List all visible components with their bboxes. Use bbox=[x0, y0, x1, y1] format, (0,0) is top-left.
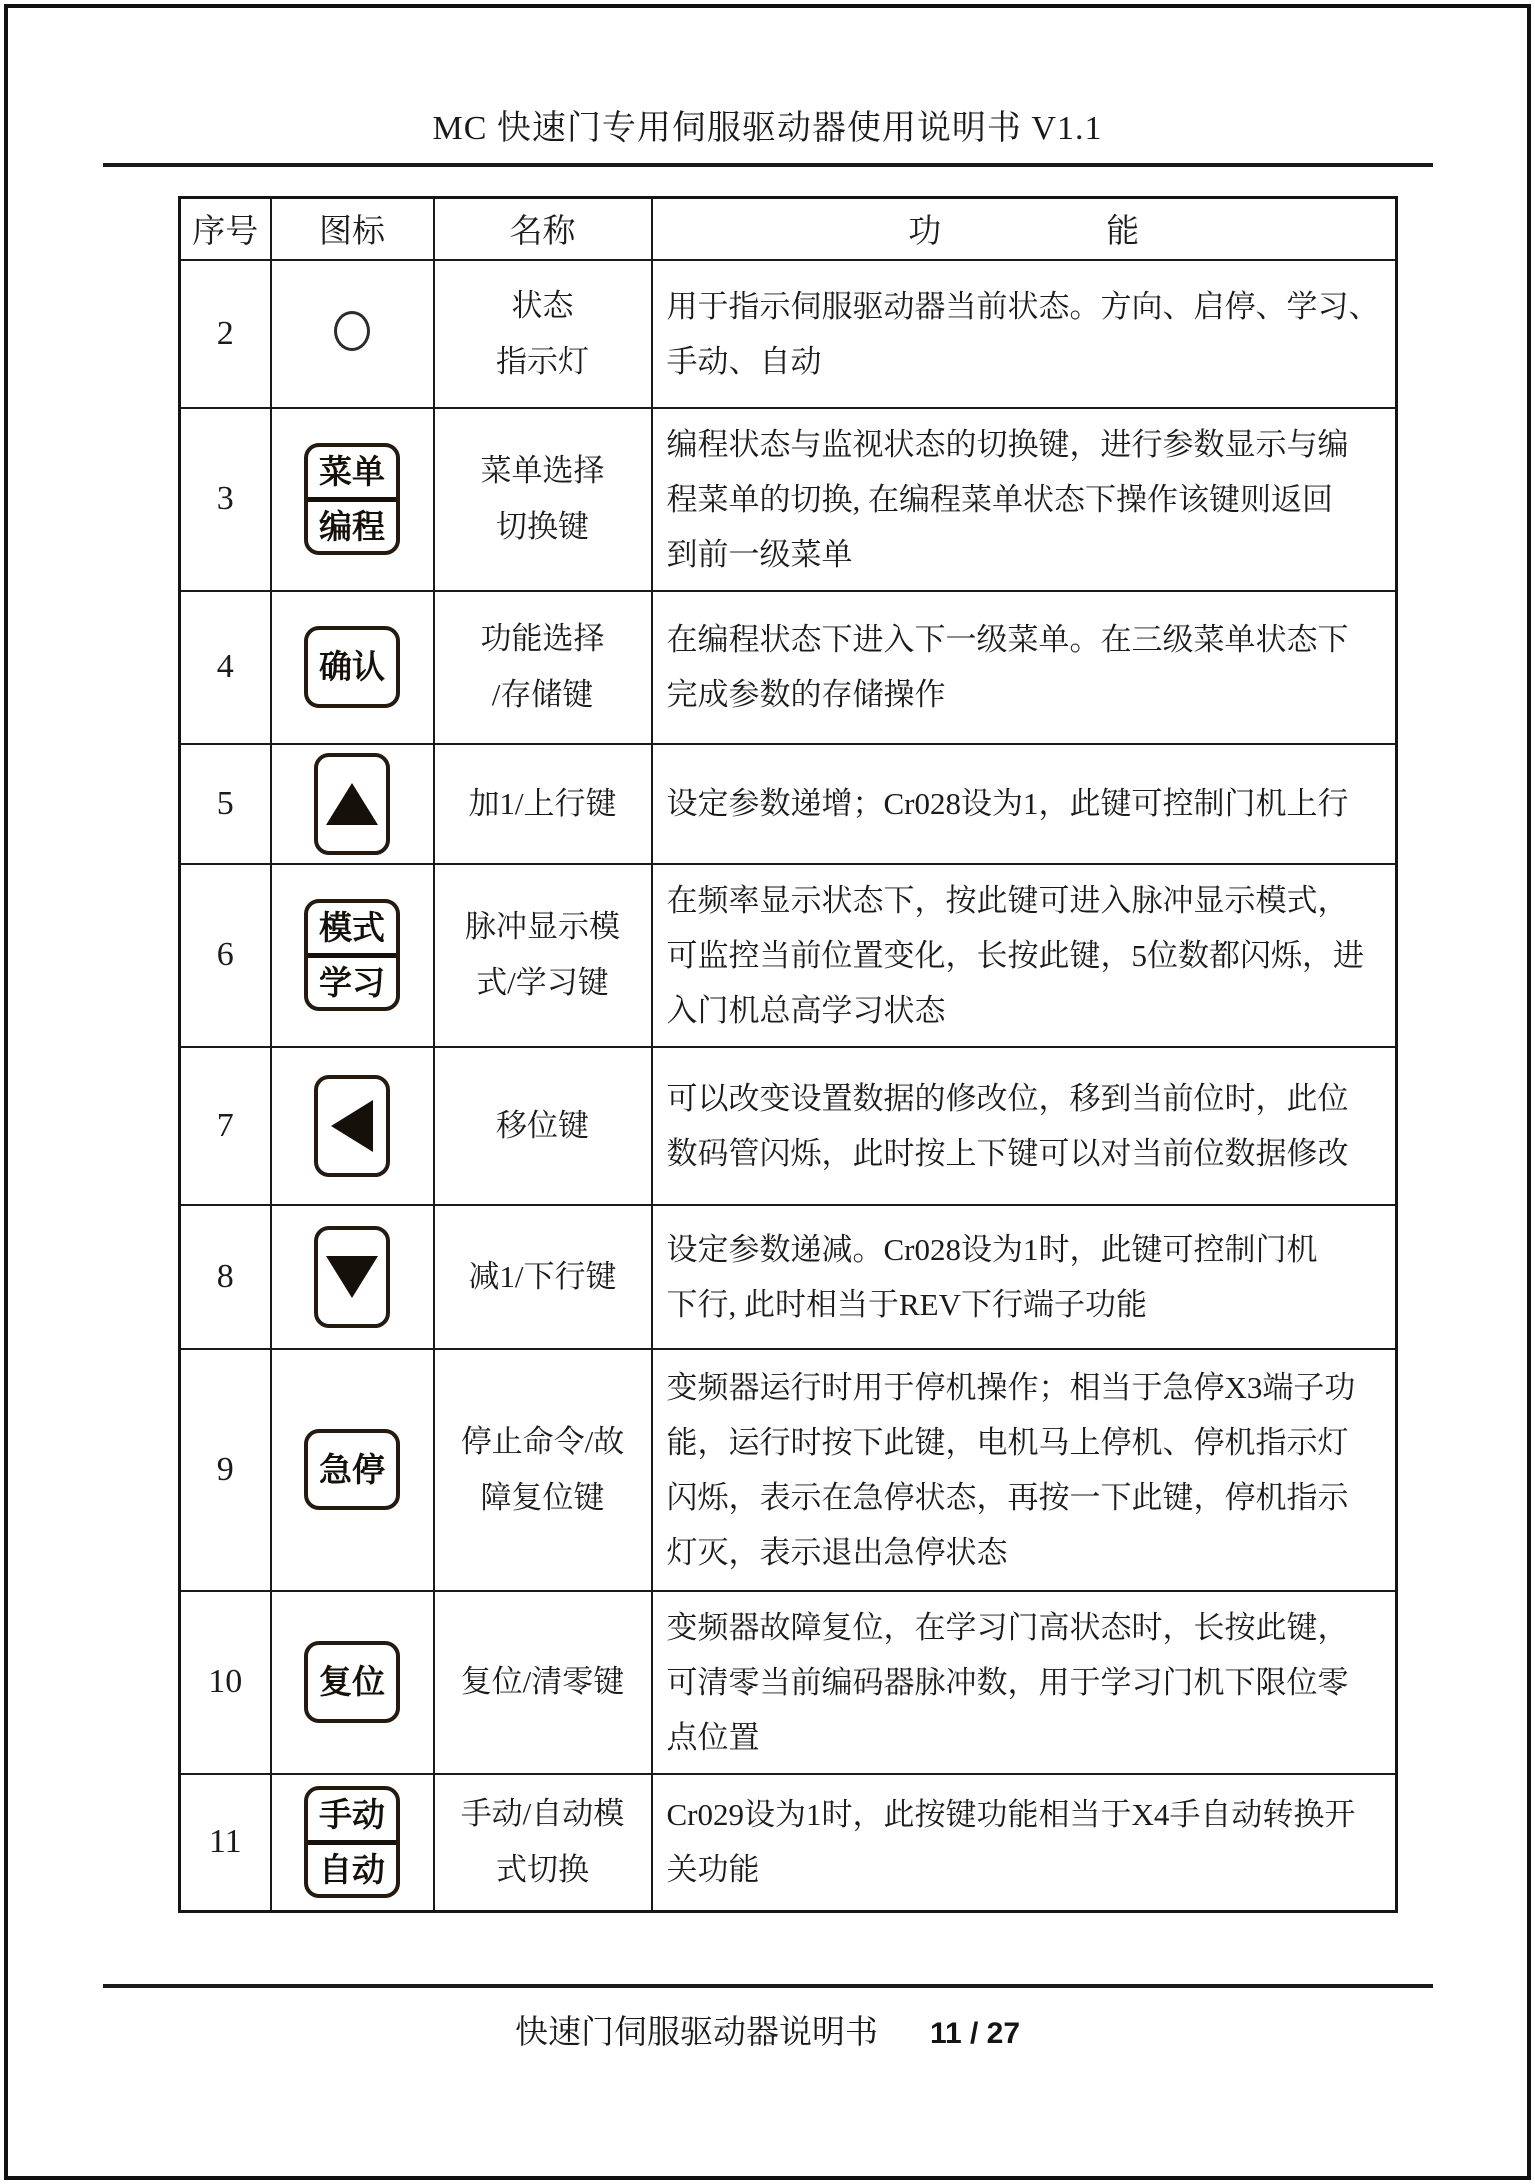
row-icon-cell bbox=[271, 864, 434, 1047]
row-number: 5 bbox=[180, 744, 271, 864]
left-triangle-glyph bbox=[331, 1100, 373, 1152]
emergency-stop-key-icon bbox=[304, 1429, 400, 1511]
item-function-cell bbox=[652, 864, 1397, 1047]
key-label: 编程 bbox=[308, 497, 396, 552]
item-name-line: 切换键 bbox=[496, 509, 589, 544]
row-icon-cell bbox=[271, 1774, 434, 1912]
item-function-cell bbox=[652, 744, 1397, 864]
row-icon-cell bbox=[271, 744, 434, 864]
item-name-line: 状态 bbox=[511, 287, 574, 323]
item-function-line: 设定参数递增；Cr028设为1，此键可控制门机上行 bbox=[666, 786, 1349, 821]
row-number: 8 bbox=[180, 1205, 271, 1349]
item-function-cell bbox=[652, 1774, 1397, 1912]
row-number: 7 bbox=[180, 1047, 271, 1205]
table-header-row bbox=[180, 198, 1397, 260]
item-name-line: 菜单选择 bbox=[480, 453, 605, 488]
item-name-line: 障复位键 bbox=[480, 1479, 605, 1515]
down-triangle-glyph bbox=[326, 1256, 378, 1298]
up-arrow-key-icon bbox=[314, 753, 390, 855]
key-label: 自动 bbox=[308, 1840, 396, 1895]
row-number: 3 bbox=[180, 408, 271, 591]
table-body bbox=[180, 260, 1397, 1912]
item-name-cell bbox=[434, 864, 652, 1047]
item-function-cell bbox=[652, 1205, 1397, 1349]
row-icon-cell bbox=[271, 1205, 434, 1349]
down-arrow-key-icon bbox=[314, 1226, 390, 1328]
row-number: 4 bbox=[180, 591, 271, 744]
item-function-line: 下行, 此时相当于REV下行端子功能 bbox=[666, 1286, 1147, 1322]
item-function-line: 灯灭，表示退出急停状态 bbox=[666, 1534, 1008, 1570]
footer-divider bbox=[103, 1984, 1433, 1988]
item-name-cell bbox=[434, 591, 652, 744]
item-function-line: 完成参数的存储操作 bbox=[666, 677, 946, 712]
row-number: 11 bbox=[180, 1774, 271, 1912]
item-function-cell bbox=[652, 1047, 1397, 1205]
item-function-cell bbox=[652, 408, 1397, 591]
table-row bbox=[180, 591, 1397, 744]
header-col-number: 序号 bbox=[180, 198, 271, 260]
document-title: MC 快速门专用伺服驱动器使用说明书 V1.1 bbox=[432, 110, 1103, 147]
table-row bbox=[180, 408, 1397, 591]
header-col-function: 功 能 bbox=[652, 198, 1397, 260]
table-row bbox=[180, 1774, 1397, 1912]
page-footer bbox=[0, 2006, 1535, 2053]
item-name-line: 复位/清零键 bbox=[460, 1664, 625, 1699]
status-indicator-led-icon bbox=[334, 311, 370, 351]
row-icon-cell bbox=[271, 1349, 434, 1591]
item-name-line: 减1/下行键 bbox=[468, 1258, 617, 1294]
row-icon-cell bbox=[271, 1047, 434, 1205]
item-name-line: 停止命令/故 bbox=[460, 1423, 625, 1459]
item-function-line: Cr029设为1时，此按键功能相当于X4手自动转换开 bbox=[666, 1797, 1356, 1833]
row-icon-cell bbox=[271, 1591, 434, 1774]
row-number: 10 bbox=[180, 1591, 271, 1774]
item-function-line: 到前一级菜单 bbox=[666, 536, 853, 572]
item-name-cell bbox=[434, 408, 652, 591]
item-function-cell bbox=[652, 591, 1397, 744]
item-function-line: 手动、自动 bbox=[666, 343, 822, 379]
item-function-line: 在编程状态下进入下一级菜单。在三级菜单状态下 bbox=[666, 622, 1349, 657]
item-function-line: 可以改变设置数据的修改位，移到当前位时，此位 bbox=[666, 1080, 1349, 1116]
table-row bbox=[180, 1591, 1397, 1774]
row-icon-cell bbox=[271, 260, 434, 408]
item-function-line: 关功能 bbox=[666, 1852, 760, 1888]
header-divider bbox=[103, 163, 1433, 167]
item-function-line: 入门机总高学习状态 bbox=[666, 992, 946, 1028]
item-function-line: 用于指示伺服驱动器当前状态。方向、启停、学习、 bbox=[666, 288, 1380, 324]
reset-key-icon bbox=[304, 1641, 400, 1723]
item-function-line: 可监控当前位置变化，长按此键，5位数都闪烁，进 bbox=[666, 937, 1364, 973]
item-function-cell bbox=[652, 1349, 1397, 1591]
item-function-line: 编程状态与监视状态的切换键，进行参数显示与编 bbox=[666, 426, 1349, 462]
table-row bbox=[180, 1349, 1397, 1591]
left-arrow-key-icon bbox=[314, 1075, 390, 1177]
confirm-key-icon bbox=[304, 626, 400, 708]
footer-doc-name: 快速门伺服驱动器说明书 bbox=[514, 2015, 878, 2051]
key-label: 菜单 bbox=[319, 452, 385, 490]
item-name-cell bbox=[434, 1349, 652, 1591]
item-name-cell bbox=[434, 260, 652, 408]
item-function-line: 能，运行时按下此键，电机马上停机、停机指示灯 bbox=[666, 1424, 1349, 1460]
key-label: 模式 bbox=[319, 908, 385, 946]
table-row bbox=[180, 864, 1397, 1047]
table-row bbox=[180, 1047, 1397, 1205]
item-name-line: 移位键 bbox=[496, 1107, 589, 1143]
item-function-cell bbox=[652, 1591, 1397, 1774]
item-name-line: 指示灯 bbox=[496, 343, 589, 379]
key-label: 学习 bbox=[308, 953, 396, 1008]
row-number: 2 bbox=[180, 260, 271, 408]
item-name-line: 式切换 bbox=[496, 1852, 589, 1888]
item-function-line: 在频率显示状态下，按此键可进入脉冲显示模式， bbox=[666, 882, 1349, 918]
item-name-line: 脉冲显示模 bbox=[465, 909, 620, 944]
item-function-line: 变频器运行时用于停机操作；相当于急停X3端子功 bbox=[666, 1369, 1356, 1405]
item-name-line: 式/学习键 bbox=[476, 965, 609, 1000]
item-function-line: 闪烁，表示在急停状态，再按一下此键，停机指示 bbox=[666, 1479, 1349, 1515]
item-function-line: 变频器故障复位，在学习门高状态时，长按此键， bbox=[666, 1609, 1349, 1645]
row-number: 9 bbox=[180, 1349, 271, 1591]
item-name-cell bbox=[434, 744, 652, 864]
header-col-icon: 图标 bbox=[271, 198, 434, 260]
item-name-cell bbox=[434, 1047, 652, 1205]
key-label: 确认 bbox=[319, 648, 385, 686]
item-function-line: 可清零当前编码器脉冲数，用于学习门机下限位零 bbox=[666, 1664, 1349, 1700]
item-name-cell bbox=[434, 1205, 652, 1349]
item-name-line: 手动/自动模 bbox=[460, 1796, 625, 1832]
mode-learn-key-icon bbox=[304, 899, 400, 1011]
table-row bbox=[180, 744, 1397, 864]
header-col-name: 名称 bbox=[434, 198, 652, 260]
item-name-line: 功能选择 bbox=[480, 621, 605, 656]
manual-auto-key-icon bbox=[304, 1786, 400, 1898]
item-name-cell bbox=[434, 1774, 652, 1912]
item-function-cell bbox=[652, 260, 1397, 408]
item-function-line: 数码管闪烁，此时按上下键可以对当前位数据修改 bbox=[666, 1135, 1349, 1171]
key-label: 复位 bbox=[319, 1663, 385, 1701]
item-name-cell bbox=[434, 1591, 652, 1774]
table-row bbox=[180, 260, 1397, 408]
item-function-line: 点位置 bbox=[666, 1719, 760, 1755]
table-row bbox=[180, 1205, 1397, 1349]
row-icon-cell bbox=[271, 408, 434, 591]
footer-page-number: 11 / 27 bbox=[929, 2017, 1021, 2050]
item-name-line: /存储键 bbox=[491, 677, 594, 712]
key-function-table bbox=[178, 196, 1398, 1913]
key-label: 急停 bbox=[319, 1450, 385, 1488]
item-function-line: 设定参数递减。Cr028设为1时，此键可控制门机 bbox=[666, 1231, 1318, 1267]
row-icon-cell bbox=[271, 591, 434, 744]
key-label: 手动 bbox=[319, 1796, 385, 1834]
up-triangle-glyph bbox=[326, 783, 378, 825]
item-function-line: 程菜单的切换, 在编程菜单状态下操作该键则返回 bbox=[666, 481, 1333, 517]
row-number: 6 bbox=[180, 864, 271, 1047]
item-name-line: 加1/上行键 bbox=[468, 785, 617, 821]
menu-program-key-icon bbox=[304, 443, 400, 555]
